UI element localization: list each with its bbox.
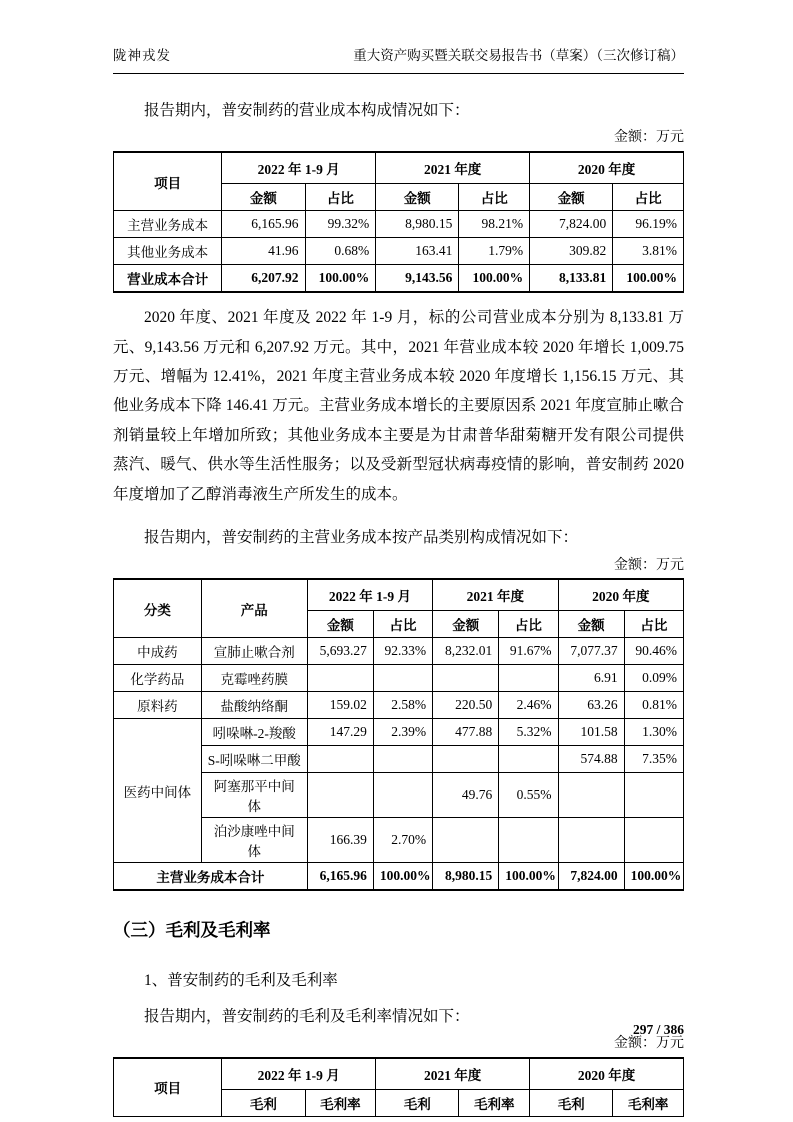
amount-cell: 7,824.00: [558, 863, 624, 891]
row-label-cell: 主营业务成本合计: [114, 863, 308, 891]
ratio-cell: [499, 746, 558, 773]
product-cost-table: [113, 578, 684, 891]
amount-cell: 166.39: [307, 818, 373, 863]
ratio-cell: 2.46%: [499, 692, 558, 719]
amount-cell: 5,693.27: [307, 638, 373, 665]
ratio-cell: 92.33%: [373, 638, 432, 665]
header-cell-amount: 金额: [222, 184, 305, 211]
ratio-cell: 100.00%: [459, 265, 530, 293]
ratio-cell: 5.32%: [499, 719, 558, 746]
ratio-cell: [373, 746, 432, 773]
analysis-paragraph: 2020 年度、2021 年度及 2022 年 1-9 月，标的公司营业成本分别为 8,133.81 万元、9,143.56 万元和 6,207.92 万元。其中，2021 年营业成本较 2020 年增长 1,009.75 万元、增幅为 12.41%，2021 年度主营业务成本较 2020 年度增长 1,156.15 万元、其他业务成本下降 146.41 万元。主营业务成本增长的主要原因系 2021 年度宣肺止嗽合剂销量较上年增加所致；其他业务成本主要是为甘肃普华甜菊糖开发有限公司提供蒸汽、暖气、供水等生活性服务；以及受新型冠状病毒疫情的影响，普安制药 2020 年度增加了乙醇消毒液生产所发生的成本。: [113, 309, 684, 503]
header-cell-2020: 2020 年度: [530, 152, 684, 184]
ratio-cell: [373, 665, 432, 692]
header-cell-amount: 金额: [530, 184, 613, 211]
header-cell-ratio: 占比: [459, 184, 530, 211]
ratio-cell: [624, 818, 683, 863]
category-cell: 原料药: [114, 692, 202, 719]
amount-cell: [433, 818, 499, 863]
ratio-cell: 0.09%: [624, 665, 683, 692]
ratio-cell: 0.81%: [624, 692, 683, 719]
amount-cell: 163.41: [376, 238, 459, 265]
amount-cell: 6,165.96: [222, 211, 305, 238]
amount-cell: 159.02: [307, 692, 373, 719]
amount-cell: 8,232.01: [433, 638, 499, 665]
row-label-cell: 主营业务成本: [114, 211, 222, 238]
ratio-cell: 91.67%: [499, 638, 558, 665]
unit-label: 金额：万元: [614, 557, 684, 573]
sub-item-paragraph: 1、普安制药的毛利及毛利率: [144, 972, 338, 990]
page-header: [113, 44, 684, 74]
amount-cell: [433, 665, 499, 692]
header-cell-gross-margin: 毛利率: [613, 1089, 684, 1116]
section-heading: （三）毛利及毛利率: [113, 920, 271, 941]
ratio-cell: 98.21%: [459, 211, 530, 238]
amount-cell: [433, 746, 499, 773]
ratio-cell: 96.19%: [613, 211, 684, 238]
header-cell-ratio: 占比: [613, 184, 684, 211]
ratio-cell: [499, 665, 558, 692]
unit-label: 金额：万元: [614, 1036, 684, 1052]
header-cell-gross-margin: 毛利率: [459, 1089, 530, 1116]
table-header-row: [114, 579, 684, 611]
header-cell-2022: 2022 年 1-9 月: [307, 579, 432, 611]
header-cell-2021: 2021 年度: [376, 152, 530, 184]
header-cell-2022: 2022 年 1-9 月: [222, 1058, 376, 1090]
header-cell-2020: 2020 年度: [558, 579, 683, 611]
ratio-cell: 2.70%: [373, 818, 432, 863]
header-cell-2021: 2021 年度: [433, 579, 558, 611]
amount-cell: 8,133.81: [530, 265, 613, 293]
ratio-cell: [373, 773, 432, 818]
amount-cell: 147.29: [307, 719, 373, 746]
ratio-cell: 90.46%: [624, 638, 683, 665]
header-cell-ratio: 占比: [499, 611, 558, 638]
table-header-row: [114, 1058, 684, 1090]
document-title: 重大资产购买暨关联交易报告书（草案）（三次修订稿）: [353, 48, 684, 63]
amount-cell: 8,980.15: [433, 863, 499, 891]
product-cell: 阿塞那平中间体: [201, 773, 307, 818]
amount-cell: [558, 818, 624, 863]
ratio-cell: 1.30%: [624, 719, 683, 746]
amount-cell: [307, 773, 373, 818]
ratio-cell: [624, 773, 683, 818]
row-label-cell: 其他业务成本: [114, 238, 222, 265]
company-short-name: 陇神戎发: [113, 48, 171, 63]
header-cell-2021: 2021 年度: [376, 1058, 530, 1090]
category-cell: 化学药品: [114, 665, 202, 692]
ratio-cell: 100.00%: [499, 863, 558, 891]
header-cell-gross-profit: 毛利: [222, 1089, 305, 1116]
unit-label: 金额：万元: [614, 130, 684, 146]
amount-cell: [307, 746, 373, 773]
table-total-row: [114, 863, 684, 891]
header-cell-2022: 2022 年 1-9 月: [222, 152, 376, 184]
ratio-cell: 100.00%: [613, 265, 684, 293]
ratio-cell: 2.58%: [373, 692, 432, 719]
product-cell: 吲哚啉-2-羧酸: [201, 719, 307, 746]
amount-cell: 220.50: [433, 692, 499, 719]
table-row: [114, 692, 684, 719]
amount-cell: 41.96: [222, 238, 305, 265]
amount-cell: 101.58: [558, 719, 624, 746]
amount-cell: 7,077.37: [558, 638, 624, 665]
table-row: [114, 211, 684, 238]
product-cell: 泊沙康唑中间体: [201, 818, 307, 863]
header-cell-product: 产品: [201, 579, 307, 638]
header-cell-ratio: 占比: [373, 611, 432, 638]
amount-cell: [307, 665, 373, 692]
category-cell: 医药中间体: [114, 719, 202, 863]
page-number: 297 / 386: [632, 1022, 684, 1037]
amount-cell: 477.88: [433, 719, 499, 746]
intro-paragraph-cost: 报告期内，普安制药的营业成本构成情况如下：: [144, 102, 470, 119]
ratio-cell: 0.68%: [305, 238, 376, 265]
ratio-cell: 2.39%: [373, 719, 432, 746]
ratio-cell: 3.81%: [613, 238, 684, 265]
product-cell: S-吲哚啉二甲酸: [201, 746, 307, 773]
amount-cell: 309.82: [530, 238, 613, 265]
table-row: [114, 238, 684, 265]
row-label-cell: 营业成本合计: [114, 265, 222, 293]
product-cell: 克霉唑药膜: [201, 665, 307, 692]
header-cell-gross-profit: 毛利: [530, 1089, 613, 1116]
header-cell-amount: 金额: [433, 611, 499, 638]
ratio-cell: 1.79%: [459, 238, 530, 265]
header-cell-ratio: 占比: [624, 611, 683, 638]
header-cell-item: 项目: [114, 1058, 222, 1117]
operating-cost-table: [113, 151, 684, 293]
amount-cell: 6,207.92: [222, 265, 305, 293]
amount-cell: 9,143.56: [376, 265, 459, 293]
table-header-row: [114, 152, 684, 184]
header-cell-amount: 金额: [558, 611, 624, 638]
header-cell-amount: 金额: [307, 611, 373, 638]
header-cell-2020: 2020 年度: [530, 1058, 684, 1090]
category-cell: 中成药: [114, 638, 202, 665]
ratio-cell: 0.55%: [499, 773, 558, 818]
header-cell-gross-margin: 毛利率: [305, 1089, 376, 1116]
amount-cell: 574.88: [558, 746, 624, 773]
amount-cell: 7,824.00: [530, 211, 613, 238]
ratio-cell: 100.00%: [305, 265, 376, 293]
ratio-cell: 99.32%: [305, 211, 376, 238]
amount-cell: 6.91: [558, 665, 624, 692]
ratio-cell: 100.00%: [624, 863, 683, 891]
product-cell: 宣肺止嗽合剂: [201, 638, 307, 665]
amount-cell: 6,165.96: [307, 863, 373, 891]
table-row: [114, 638, 684, 665]
table-row: [114, 719, 684, 746]
header-cell-item: 项目: [114, 152, 222, 211]
amount-cell: [558, 773, 624, 818]
table-total-row: [114, 265, 684, 293]
ratio-cell: 7.35%: [624, 746, 683, 773]
header-cell-amount: 金额: [376, 184, 459, 211]
header-cell-ratio: 占比: [305, 184, 376, 211]
header-cell-gross-profit: 毛利: [376, 1089, 459, 1116]
amount-cell: 49.76: [433, 773, 499, 818]
intro-paragraph-margin: 报告期内，普安制药的毛利及毛利率情况如下：: [144, 1007, 470, 1025]
product-cell: 盐酸纳络酮: [201, 692, 307, 719]
gross-margin-table: [113, 1057, 684, 1117]
intro-paragraph-product: 报告期内，普安制药的主营业务成本按产品类别构成情况如下：: [144, 529, 579, 547]
ratio-cell: [499, 818, 558, 863]
amount-cell: 8,980.15: [376, 211, 459, 238]
header-cell-category: 分类: [114, 579, 202, 638]
table-row: [114, 665, 684, 692]
ratio-cell: 100.00%: [373, 863, 432, 891]
amount-cell: 63.26: [558, 692, 624, 719]
